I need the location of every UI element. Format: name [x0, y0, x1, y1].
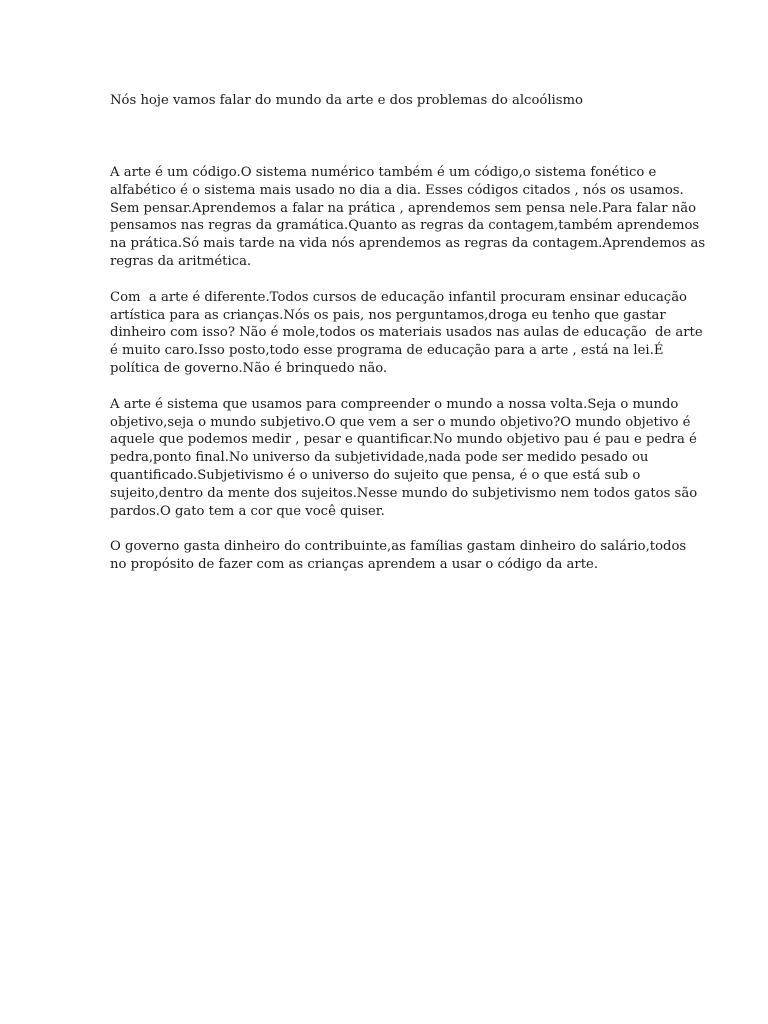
- paragraph-line: O governo gasta dinheiro do contribuinte,as famílias gastam dinheiro do salário,todos: [110, 539, 687, 555]
- paragraph-line: pensamos nas regras da gramática.Quanto as regras da contagem,também aprendemos: [110, 218, 700, 234]
- paragraph-line: aquele que podemos medir , pesar e quantificar.No mundo objetivo pau é pau e pedra é: [110, 432, 697, 448]
- paragraph-2: [110, 289, 703, 378]
- paragraph-line: quantificado.Subjetivismo é o universo do sujeito que pensa, é o que está sub o: [110, 467, 641, 483]
- paragraph-line: Sem pensar.Aprendemos a falar na prática , aprendemos sem pensa nele.Para falar não: [110, 200, 697, 216]
- paragraph-line: artística para as crianças.Nós os pais, nos perguntamos,droga eu tenho que gastar: [110, 307, 666, 323]
- paragraph-3: [110, 396, 698, 521]
- document-body: [110, 164, 706, 592]
- paragraph-line: regras da aritmética.: [110, 253, 252, 269]
- paragraph-line: A arte é um código.O sistema numérico também é um código,o sistema fonético e: [110, 165, 657, 180]
- paragraph-line: pardos.O gato tem a cor que você quiser.: [110, 503, 385, 519]
- document-title: Nós hoje vamos falar do mundo da arte e dos problemas do alcoólismo: [110, 93, 583, 108]
- paragraph-line: alfabético é o sistema mais usado no dia a dia. Esses códigos citados , nós os usamos.: [110, 182, 684, 198]
- paragraph-line: objetivo,seja o mundo subjetivo.O que vem a ser o mundo objetivo?O mundo objetivo é: [110, 414, 691, 430]
- paragraph-line: Com a arte é diferente.Todos cursos de educação infantil procuram ensinar educação: [110, 289, 687, 305]
- paragraph-line: na prática.Só mais tarde na vida nós aprendemos as regras da contagem.Aprendemos as: [110, 236, 706, 252]
- paragraph-line: é muito caro.Isso posto,todo esse programa de educação para a arte , está na lei.É: [110, 343, 664, 359]
- paragraph-line: no propósito de fazer com as crianças aprendem a usar o código da arte.: [110, 557, 599, 573]
- paragraph-line: dinheiro com isso? Não é mole,todos os materiais usados nas aulas de educação de arte: [110, 325, 703, 341]
- paragraph-4: [110, 538, 687, 574]
- paragraph-line: pedra,ponto final.No universo da subjetividade,nada pode ser medido pesado ou: [110, 450, 649, 466]
- paragraph-line: sujeito,dentro da mente dos sujeitos.Nesse mundo do subjetivismo nem todos gatos são: [110, 485, 698, 501]
- paragraph-line: política de governo.Não é brinquedo não.: [110, 360, 388, 376]
- paragraph-1: [110, 164, 706, 271]
- paragraph-line: A arte é sistema que usamos para compreender o mundo a nossa volta.Seja o mundo: [110, 396, 679, 412]
